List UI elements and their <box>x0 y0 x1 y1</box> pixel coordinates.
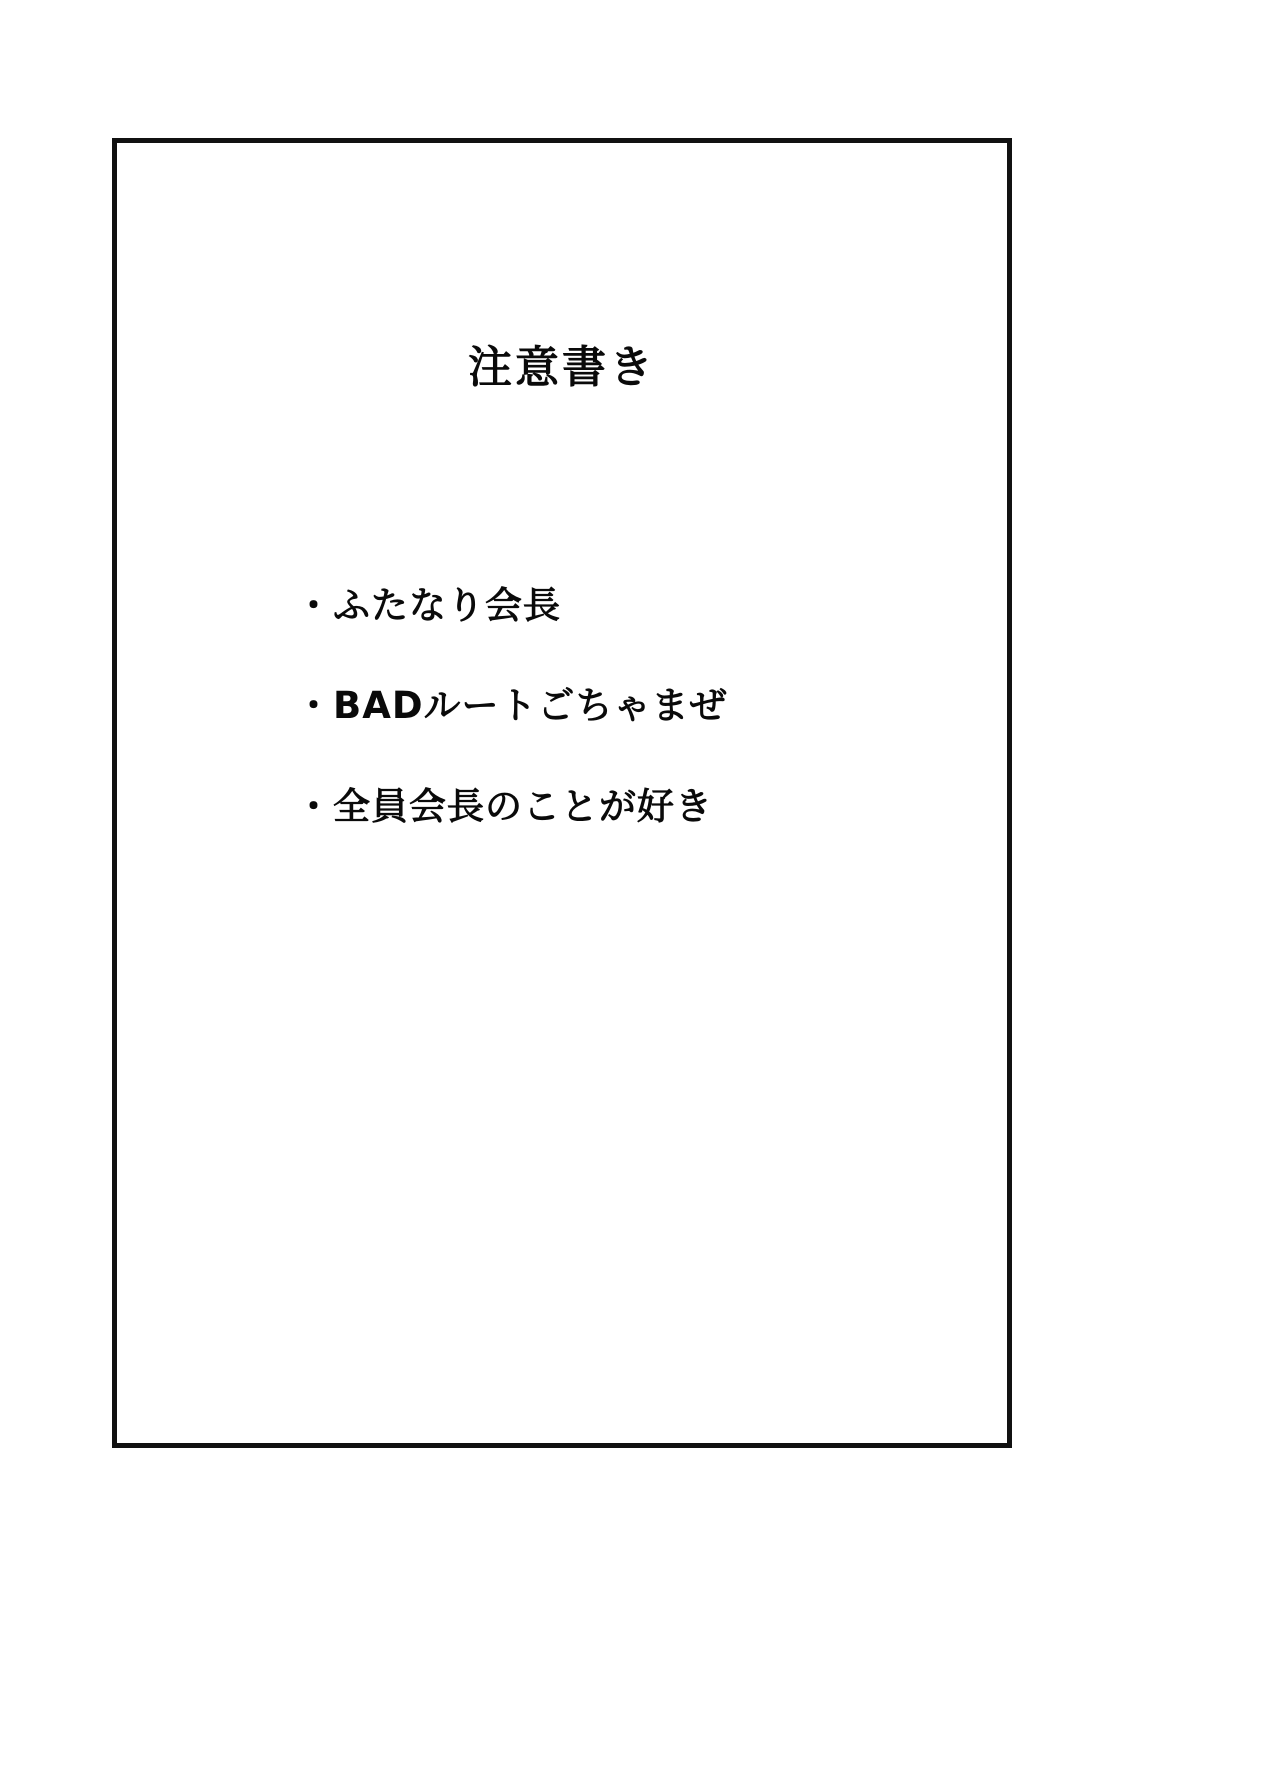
notice-list <box>295 583 967 830</box>
list-item: ・全員会長のことが好き <box>295 784 713 828</box>
page-title: 注意書き <box>468 342 656 394</box>
page-frame <box>112 138 1012 1448</box>
list-item: ・ふたなり会長 <box>295 584 561 627</box>
list-item: ・BADルートごちゃまぜ <box>295 684 728 728</box>
